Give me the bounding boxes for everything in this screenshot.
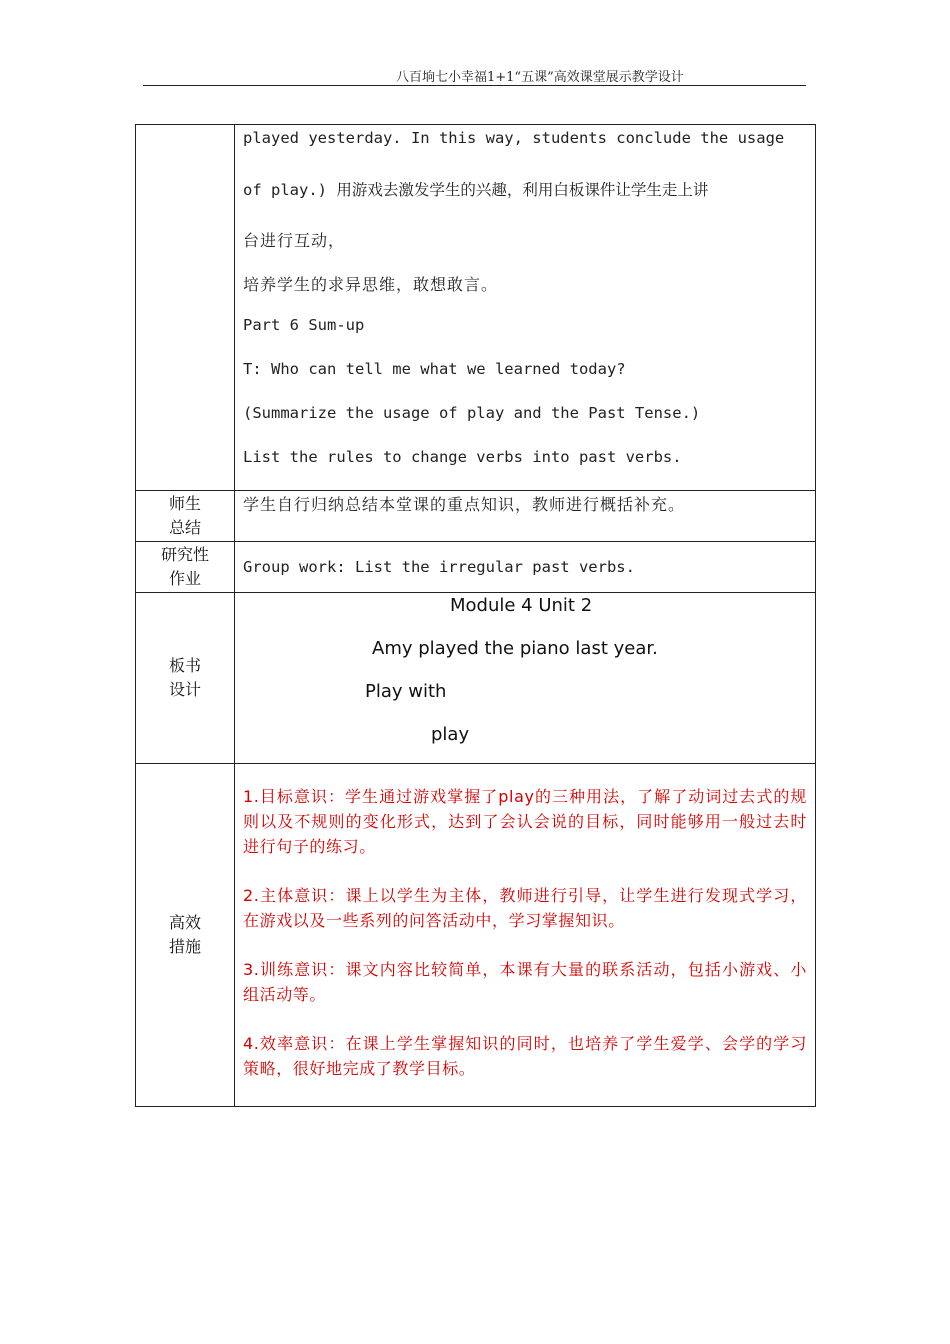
summary-text: 学生自行归纳总结本堂课的重点知识，教师进行概括补充。 <box>243 495 686 514</box>
label-line: 设计 <box>168 680 201 699</box>
board-sentence: Amy played the piano last year. <box>372 638 658 659</box>
measures-content <box>235 764 816 1107</box>
row-label-process <box>136 125 235 491</box>
process-line: 培养学生的求异思维，敢想敢言。 <box>243 275 499 294</box>
measure-item: 2.主体意识：课上以学生为主体，教师进行引导，让学生进行发现式学习，在游戏以及一些系列的问答活动中，学习掌握知识。 <box>243 886 807 930</box>
label-line: 作业 <box>168 569 201 588</box>
header-divider <box>143 85 806 86</box>
table-row-summary <box>136 491 816 542</box>
table-row-process <box>136 125 816 491</box>
lesson-plan-table <box>135 124 816 1107</box>
process-line: (Summarize the usage of play and the Past Tense.) <box>243 404 701 422</box>
process-content <box>235 125 816 491</box>
row-label-summary <box>136 491 235 542</box>
table-row-homework <box>136 542 816 593</box>
process-line: T: Who can tell me what we learned today? <box>243 360 626 378</box>
homework-content <box>235 542 816 593</box>
summary-content <box>235 491 816 542</box>
label-line: 措施 <box>168 937 201 956</box>
row-label-board <box>136 593 235 764</box>
table-row-measures <box>136 764 816 1107</box>
label-line: 师生 <box>168 494 201 513</box>
label-line: 研究性 <box>160 545 209 564</box>
document-header-title: 八百垧七小幸福1+1“五课”高效课堂展示教学设计 <box>396 70 684 85</box>
board-title: Module 4 Unit 2 <box>450 595 593 616</box>
process-line: Part 6 Sum-up <box>243 316 365 334</box>
homework-text: Group work: List the irregular past verbs. <box>243 558 635 576</box>
process-line: played yesterday. In this way, students conclude the usage <box>243 129 785 147</box>
board-phrase: Play with <box>365 681 447 702</box>
board-design-content <box>235 593 816 764</box>
label-line: 总结 <box>168 518 201 537</box>
label-line: 板书 <box>168 656 201 675</box>
process-line: 台进行互动， <box>243 231 346 250</box>
process-line: List the rules to change verbs into past verbs. <box>243 448 682 466</box>
process-line: of play.) 用游戏去激发学生的兴趣，利用白板课件让学生走上讲 <box>243 181 709 199</box>
measure-item: 1.目标意识：学生通过游戏掌握了play的三种用法，了解了动词过去式的规则以及不规则的变化形式，达到了会认会说的目标，同时能够用一般过去时进行句子的练习。 <box>243 787 807 856</box>
row-label-homework <box>136 542 235 593</box>
row-label-measures <box>136 764 235 1107</box>
board-word: play <box>431 724 470 745</box>
measure-item: 3.训练意识：课文内容比较简单，本课有大量的联系活动，包括小游戏、小组活动等。 <box>243 960 807 1004</box>
label-line: 高效 <box>168 913 201 932</box>
table-row-board <box>136 593 816 764</box>
measure-item: 4.效率意识：在课上学生掌握知识的同时，也培养了学生爱学、会学的学习策略，很好地完成了教学目标。 <box>243 1034 807 1078</box>
